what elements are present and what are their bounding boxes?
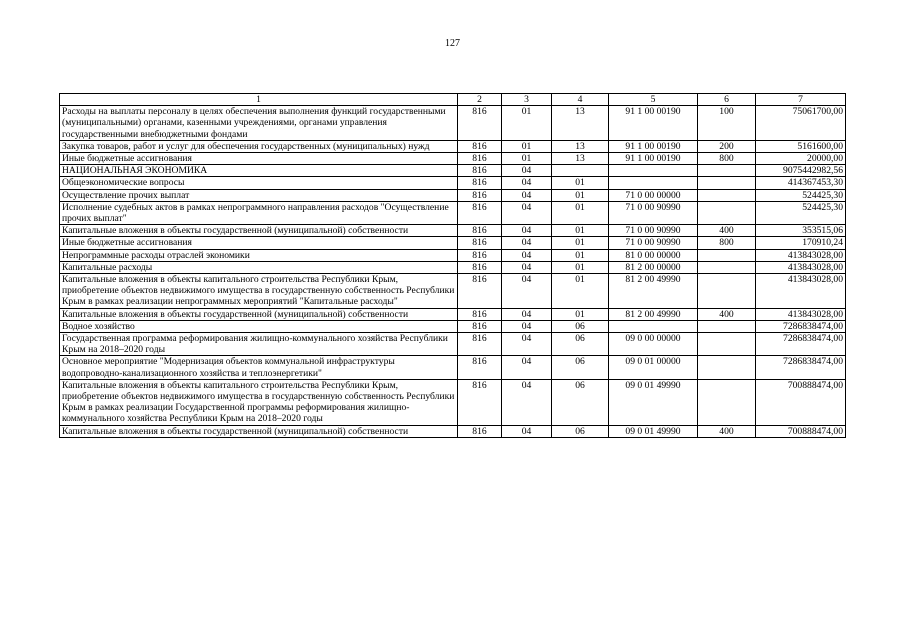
target-article-cell: 81 2 00 49990 bbox=[609, 308, 698, 320]
expense-type-cell: 100 bbox=[698, 106, 756, 141]
budget-table bbox=[59, 93, 846, 438]
grbs-code-cell: 816 bbox=[458, 320, 502, 332]
row-name-cell: Капитальные вложения в объекты государственной (муниципальной) собственности bbox=[60, 308, 458, 320]
target-article-cell bbox=[609, 320, 698, 332]
row-name-cell: Иные бюджетные ассигнования bbox=[60, 237, 458, 249]
amount-cell: 5161600,00 bbox=[756, 140, 846, 152]
section-code-cell: 04 bbox=[502, 189, 552, 201]
target-article-cell: 71 0 00 90990 bbox=[609, 225, 698, 237]
table-row bbox=[60, 189, 846, 201]
table-body bbox=[60, 106, 846, 438]
section-code-cell: 01 bbox=[502, 153, 552, 165]
section-code-cell: 04 bbox=[502, 261, 552, 273]
subsection-code-cell: 13 bbox=[552, 140, 609, 152]
section-code-cell: 04 bbox=[502, 201, 552, 224]
amount-cell: 414367453,30 bbox=[756, 177, 846, 189]
row-name-cell: Капитальные вложения в объекты капитального строительства Республики Крым, приобретение объектов недвижимого имущества в государственную собственность Республики Крым в рамках реализации непрограммных мероприятий "Капитальные расходы" bbox=[60, 274, 458, 309]
grbs-code-cell: 816 bbox=[458, 165, 502, 177]
amount-cell: 524425,30 bbox=[756, 189, 846, 201]
grbs-code-cell: 816 bbox=[458, 225, 502, 237]
target-article-cell: 09 0 01 49990 bbox=[609, 425, 698, 437]
row-name-cell: Непрограммные расходы отраслей экономики bbox=[60, 249, 458, 261]
table-row bbox=[60, 379, 846, 425]
grbs-code-cell: 816 bbox=[458, 356, 502, 379]
subsection-code-cell: 06 bbox=[552, 356, 609, 379]
header-cell: 4 bbox=[552, 94, 609, 106]
grbs-code-cell: 816 bbox=[458, 201, 502, 224]
section-code-cell: 04 bbox=[502, 237, 552, 249]
row-name-cell: Расходы на выплаты персоналу в целях обеспечения выполнения функций государственными (муниципальными) органами, казенными учреждениями, органами управления государственными внебюджетными фондами bbox=[60, 106, 458, 141]
row-name-cell: Капитальные расходы bbox=[60, 261, 458, 273]
table-row bbox=[60, 356, 846, 379]
expense-type-cell bbox=[698, 189, 756, 201]
target-article-cell: 81 0 00 00000 bbox=[609, 249, 698, 261]
subsection-code-cell: 13 bbox=[552, 153, 609, 165]
expense-type-cell bbox=[698, 177, 756, 189]
amount-cell: 170910,24 bbox=[756, 237, 846, 249]
target-article-cell: 09 0 01 00000 bbox=[609, 356, 698, 379]
row-name-cell: НАЦИОНАЛЬНАЯ ЭКОНОМИКА bbox=[60, 165, 458, 177]
grbs-code-cell: 816 bbox=[458, 308, 502, 320]
section-code-cell: 04 bbox=[502, 425, 552, 437]
row-name-cell: Капитальные вложения в объекты государственной (муниципальной) собственности bbox=[60, 425, 458, 437]
row-name-cell: Капитальные вложения в объекты государственной (муниципальной) собственности bbox=[60, 225, 458, 237]
subsection-code-cell: 01 bbox=[552, 249, 609, 261]
grbs-code-cell: 816 bbox=[458, 379, 502, 425]
expense-type-cell bbox=[698, 274, 756, 309]
row-name-cell: Осуществление прочих выплат bbox=[60, 189, 458, 201]
target-article-cell: 91 1 00 00190 bbox=[609, 153, 698, 165]
amount-cell: 7286838474,00 bbox=[756, 356, 846, 379]
table-row bbox=[60, 333, 846, 356]
table-row bbox=[60, 320, 846, 332]
amount-cell: 413843028,00 bbox=[756, 274, 846, 309]
amount-cell: 413843028,00 bbox=[756, 308, 846, 320]
subsection-code-cell: 13 bbox=[552, 106, 609, 141]
subsection-code-cell: 01 bbox=[552, 189, 609, 201]
grbs-code-cell: 816 bbox=[458, 189, 502, 201]
row-name-cell: Общеэкономические вопросы bbox=[60, 177, 458, 189]
grbs-code-cell: 816 bbox=[458, 177, 502, 189]
row-name-cell: Исполнение судебных актов в рамках непрограммного направления расходов "Осуществление прочих выплат" bbox=[60, 201, 458, 224]
subsection-code-cell bbox=[552, 165, 609, 177]
row-name-cell: Иные бюджетные ассигнования bbox=[60, 153, 458, 165]
subsection-code-cell: 06 bbox=[552, 379, 609, 425]
target-article-cell: 91 1 00 00190 bbox=[609, 140, 698, 152]
table-row bbox=[60, 177, 846, 189]
amount-cell: 413843028,00 bbox=[756, 261, 846, 273]
row-name-cell: Основное мероприятие "Модернизация объектов коммунальной инфраструктуры водопроводно-канализационного хозяйства и теплоэнергетики" bbox=[60, 356, 458, 379]
header-cell: 3 bbox=[502, 94, 552, 106]
grbs-code-cell: 816 bbox=[458, 274, 502, 309]
target-article-cell: 71 0 00 90990 bbox=[609, 237, 698, 249]
amount-cell: 524425,30 bbox=[756, 201, 846, 224]
subsection-code-cell: 06 bbox=[552, 320, 609, 332]
grbs-code-cell: 816 bbox=[458, 106, 502, 141]
target-article-cell: 09 0 00 00000 bbox=[609, 333, 698, 356]
header-cell: 1 bbox=[60, 94, 458, 106]
target-article-cell: 91 1 00 00190 bbox=[609, 106, 698, 141]
amount-cell: 353515,06 bbox=[756, 225, 846, 237]
section-code-cell: 01 bbox=[502, 106, 552, 141]
target-article-cell bbox=[609, 177, 698, 189]
grbs-code-cell: 816 bbox=[458, 425, 502, 437]
section-code-cell: 04 bbox=[502, 356, 552, 379]
section-code-cell: 04 bbox=[502, 379, 552, 425]
expense-type-cell: 400 bbox=[698, 425, 756, 437]
expense-type-cell: 800 bbox=[698, 153, 756, 165]
section-code-cell: 04 bbox=[502, 225, 552, 237]
table-row bbox=[60, 261, 846, 273]
subsection-code-cell: 01 bbox=[552, 225, 609, 237]
section-code-cell: 04 bbox=[502, 320, 552, 332]
table-row bbox=[60, 140, 846, 152]
table-row bbox=[60, 274, 846, 309]
section-code-cell: 01 bbox=[502, 140, 552, 152]
amount-cell: 700888474,00 bbox=[756, 425, 846, 437]
subsection-code-cell: 01 bbox=[552, 177, 609, 189]
amount-cell: 700888474,00 bbox=[756, 379, 846, 425]
subsection-code-cell: 06 bbox=[552, 425, 609, 437]
expense-type-cell: 800 bbox=[698, 237, 756, 249]
target-article-cell: 81 2 00 00000 bbox=[609, 261, 698, 273]
subsection-code-cell: 01 bbox=[552, 261, 609, 273]
table-row bbox=[60, 225, 846, 237]
target-article-cell: 71 0 00 00000 bbox=[609, 189, 698, 201]
table-row bbox=[60, 165, 846, 177]
table-row bbox=[60, 308, 846, 320]
amount-cell: 20000,00 bbox=[756, 153, 846, 165]
grbs-code-cell: 816 bbox=[458, 261, 502, 273]
header-cell: 2 bbox=[458, 94, 502, 106]
target-article-cell bbox=[609, 165, 698, 177]
row-name-cell: Закупка товаров, работ и услуг для обеспечения государственных (муниципальных) нужд bbox=[60, 140, 458, 152]
page-number: 127 bbox=[445, 38, 460, 49]
expense-type-cell bbox=[698, 320, 756, 332]
expense-type-cell bbox=[698, 201, 756, 224]
header-cell: 6 bbox=[698, 94, 756, 106]
subsection-code-cell: 06 bbox=[552, 333, 609, 356]
table-row bbox=[60, 106, 846, 141]
table-row bbox=[60, 153, 846, 165]
header-cell: 5 bbox=[609, 94, 698, 106]
table-row bbox=[60, 201, 846, 224]
grbs-code-cell: 816 bbox=[458, 140, 502, 152]
grbs-code-cell: 816 bbox=[458, 237, 502, 249]
row-name-cell: Государственная программа реформирования жилищно-коммунального хозяйства Республики Крым на 2018–2020 годы bbox=[60, 333, 458, 356]
table-row bbox=[60, 425, 846, 437]
target-article-cell: 71 0 00 90990 bbox=[609, 201, 698, 224]
section-code-cell: 04 bbox=[502, 177, 552, 189]
expense-type-cell bbox=[698, 356, 756, 379]
expense-type-cell bbox=[698, 333, 756, 356]
expense-type-cell: 200 bbox=[698, 140, 756, 152]
amount-cell: 413843028,00 bbox=[756, 249, 846, 261]
row-name-cell: Водное хозяйство bbox=[60, 320, 458, 332]
amount-cell: 9075442982,56 bbox=[756, 165, 846, 177]
header-cell: 7 bbox=[756, 94, 846, 106]
section-code-cell: 04 bbox=[502, 308, 552, 320]
header-row bbox=[60, 94, 846, 106]
target-article-cell: 09 0 01 49990 bbox=[609, 379, 698, 425]
amount-cell: 7286838474,00 bbox=[756, 320, 846, 332]
subsection-code-cell: 01 bbox=[552, 237, 609, 249]
section-code-cell: 04 bbox=[502, 274, 552, 309]
subsection-code-cell: 01 bbox=[552, 201, 609, 224]
amount-cell: 75061700,00 bbox=[756, 106, 846, 141]
expense-type-cell bbox=[698, 249, 756, 261]
expense-type-cell bbox=[698, 261, 756, 273]
expense-type-cell bbox=[698, 165, 756, 177]
amount-cell: 7286838474,00 bbox=[756, 333, 846, 356]
grbs-code-cell: 816 bbox=[458, 153, 502, 165]
target-article-cell: 81 2 00 49990 bbox=[609, 274, 698, 309]
expense-type-cell bbox=[698, 379, 756, 425]
subsection-code-cell: 01 bbox=[552, 274, 609, 309]
expense-type-cell: 400 bbox=[698, 308, 756, 320]
section-code-cell: 04 bbox=[502, 165, 552, 177]
grbs-code-cell: 816 bbox=[458, 333, 502, 356]
grbs-code-cell: 816 bbox=[458, 249, 502, 261]
table-row bbox=[60, 249, 846, 261]
subsection-code-cell: 01 bbox=[552, 308, 609, 320]
row-name-cell: Капитальные вложения в объекты капитального строительства Республики Крым, приобретение объектов недвижимого имущества в государственную собственность Республики Крым в рамках реализации Государственной программы реформирования жилищно-коммунального хозяйства Республики Крым на 2018–2020 годы bbox=[60, 379, 458, 425]
section-code-cell: 04 bbox=[502, 333, 552, 356]
table-row bbox=[60, 237, 846, 249]
expense-type-cell: 400 bbox=[698, 225, 756, 237]
section-code-cell: 04 bbox=[502, 249, 552, 261]
